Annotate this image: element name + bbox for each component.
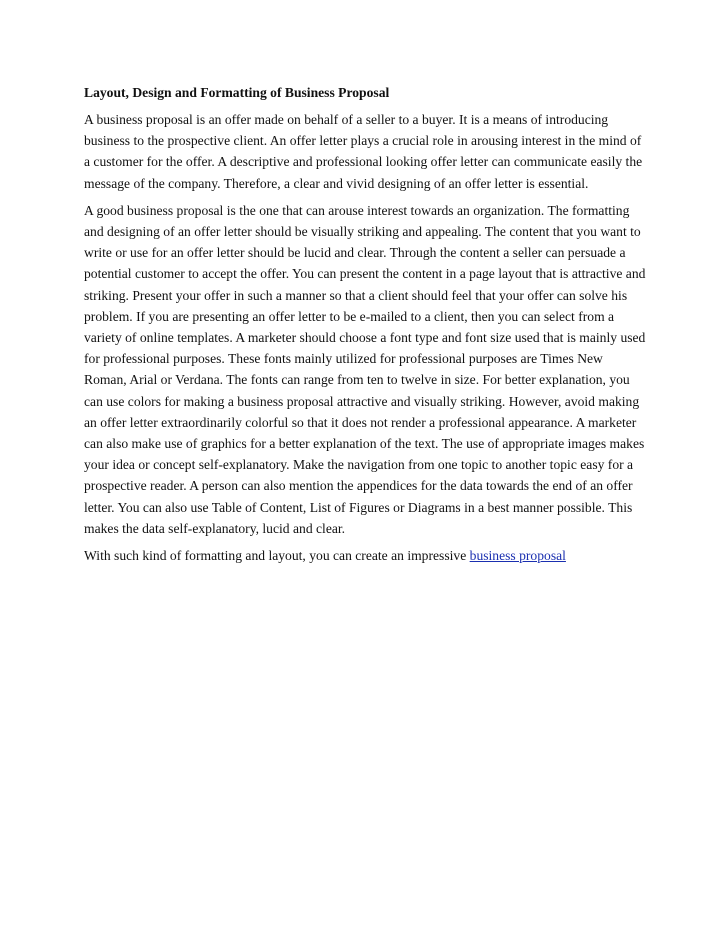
business-proposal-link[interactable]: business proposal — [469, 548, 566, 564]
closing-text: With such kind of formatting and layout, you can create an impressive — [84, 548, 470, 564]
paragraph-intro: A business proposal is an offer made on behalf of a seller to a buyer. It is a means of introducing business to the prospective client. An offer letter plays a crucial role in arousing interest in the mind of a customer for the offer. A descriptive and professional looking offer letter can communicate easily the message of the company. Therefore, a clear and vivid designing of an offer letter is essential. — [84, 112, 643, 191]
paragraph-closing — [84, 545, 646, 566]
document-body — [84, 82, 646, 572]
paragraph-formatting: A good business proposal is the one that can arouse interest towards an organization. The formatting and designing of an offer letter should be visually striking and appealing. The content that you want to write or use for an offer letter should be lucid and clear. Through the content a seller can persuade a potential customer to accept the offer. You can present the content in a page layout that is attractive and striking. Present your offer in such a manner so that a client should feel that your offer can solve his problem. If you are presenting an offer letter to be e-mailed to a client, then you can select from a variety of online templates. A marketer should choose a font type and font size used that is mainly used for professional purposes. These fonts mainly utilized for professional purposes are Times New Roman, Arial or Verdana. The fonts can range from ten to twelve in size. For better explanation, you can use colors for making a business proposal attractive and visually striking. However, avoid making an offer letter extraordinarily colorful so that it does not render a professional appearance. A marketer can also make use of graphics for a better explanation of the text. The use of appropriate images makes your idea or concept self-explanatory. Make the navigation from one topic to another topic easy for a prospective reader. A person can also mention the appendices for the data towards the end of an offer letter. You can also use Table of Content, List of Figures or Diagrams in a best manner possible. This makes the data self-explanatory, lucid and clear. — [84, 202, 646, 536]
document-title: Layout, Design and Formatting of Business Proposal — [84, 85, 390, 100]
